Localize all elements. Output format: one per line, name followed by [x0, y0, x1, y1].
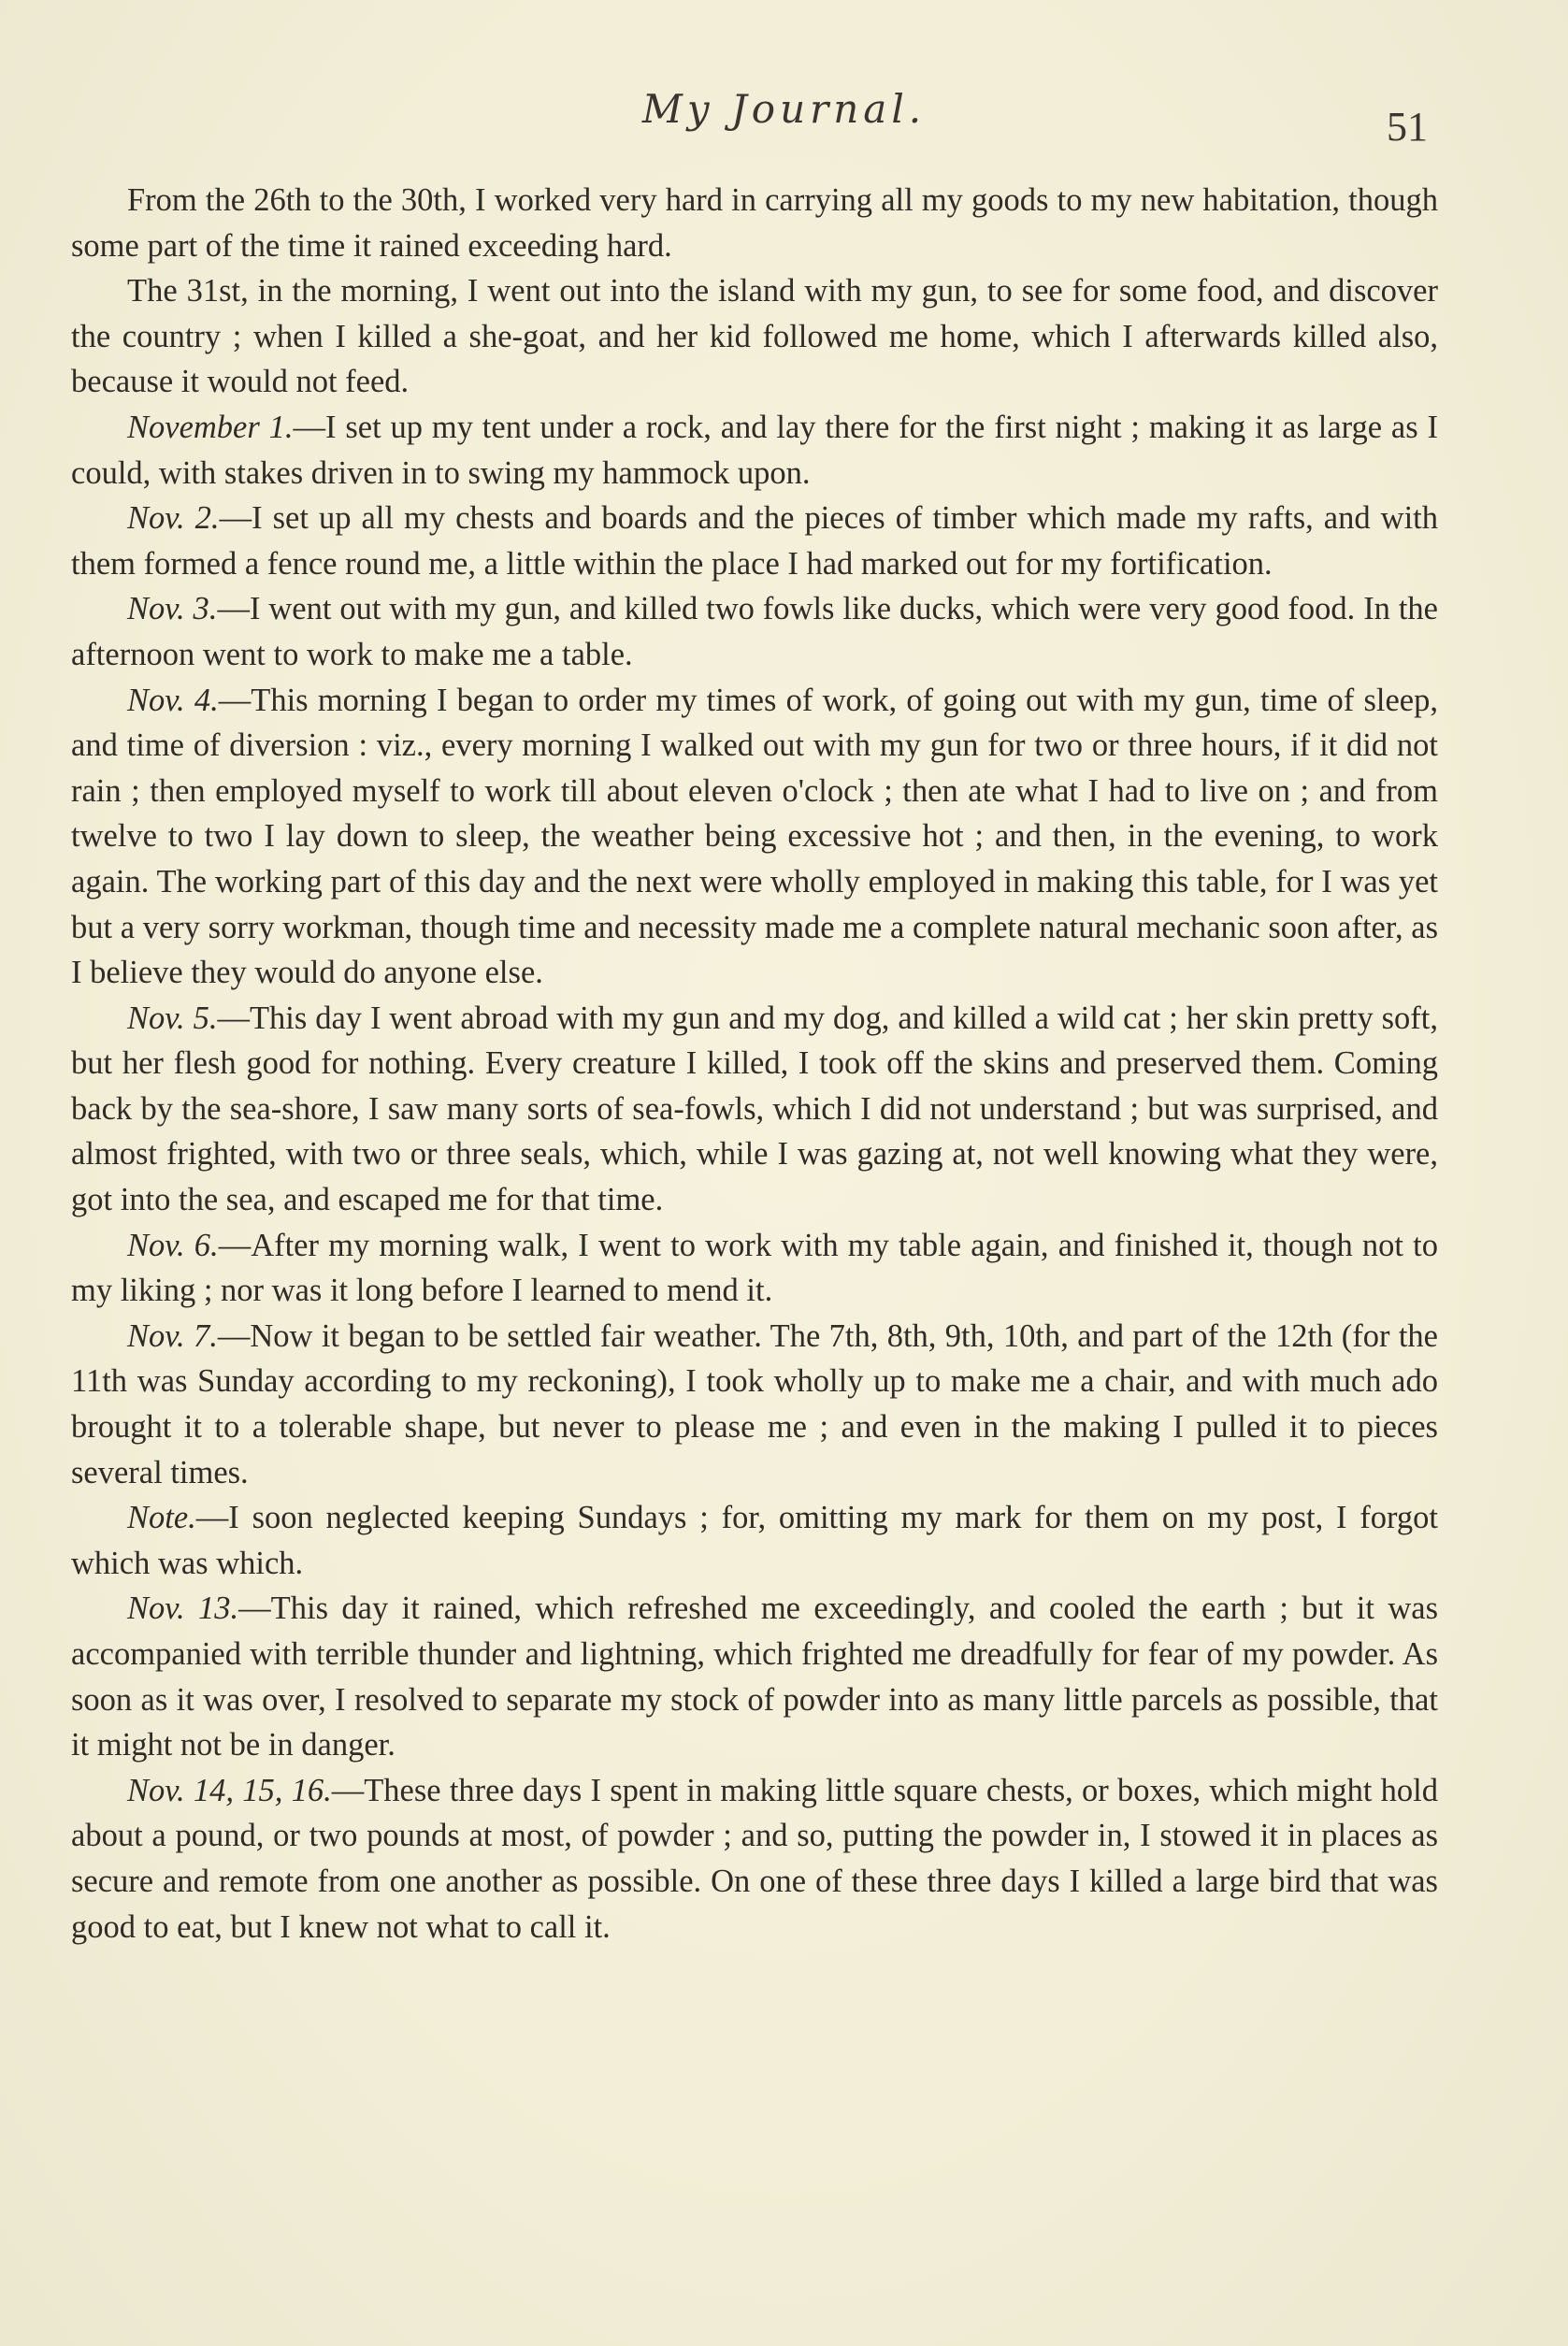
entry-text: —I went out with my gun, and killed two fowls like ducks, which were very good food. In the afternoon went to work to make me a table. — [71, 591, 1438, 672]
entry-text: —After my morning walk, I went to work with my table again, and finished it, though not to my liking ; nor was it long before I learned to mend it. — [71, 1227, 1439, 1309]
entry-date: Nov. 7. — [127, 1317, 218, 1354]
journal-entry — [71, 1495, 1438, 1586]
entry-date: November 1. — [127, 409, 294, 445]
entry-date: Note. — [127, 1500, 196, 1536]
journal-entry — [71, 496, 1438, 586]
journal-entry — [71, 586, 1438, 677]
journal-entry — [71, 678, 1438, 996]
paragraph — [71, 178, 1438, 268]
paragraph-text: From the 26th to the 30th, I worked very hard in carrying all my goods to my new habitation, though some part of the time it rained exceeding hard. — [71, 182, 1438, 264]
entry-date: Nov. 4. — [127, 682, 219, 718]
running-head — [0, 86, 1568, 150]
entry-text: —Now it began to be settled fair weather. The 7th, 8th, 9th, 10th, and part of the 12th (for the 11th was Sunday according to my reckoning), I took wholly up to make me a chair, and with much ado brought it to a tolerable shape, but never to please me ; and even in the making I pulled it to pieces several times. — [71, 1317, 1438, 1490]
entry-text: —I soon neglected keeping Sundays ; for, omitting my mark for them on my post, I forgot which was which. — [71, 1500, 1438, 1581]
journal-entry — [71, 996, 1438, 1223]
page-number: 51 — [1387, 104, 1428, 150]
journal-entry — [71, 405, 1438, 496]
entry-text: —I set up my tent under a rock, and lay there for the first night ; making it as large as I could, with stakes driven in to swing my hammock upon. — [71, 409, 1438, 491]
entry-date: Nov. 14, 15, 16. — [127, 1772, 332, 1808]
paragraph — [71, 268, 1438, 405]
journal-entry — [71, 1314, 1438, 1495]
entry-date: Nov. 13. — [127, 1590, 239, 1627]
entry-text: —This day I went abroad with my gun and my dog, and killed a wild cat ; her skin pretty soft, but her flesh good for nothing. Every creature I killed, I took off the skins and preserved them. Coming back by the sea-shore, I saw many sorts of sea-fowls, which I did not understand ; but was surprised, and almost frighted, with two or three seals, which, while I was gazing at, not well knowing what they were, got into the sea, and escaped me for that time. — [71, 1000, 1439, 1218]
entry-date: Nov. 5. — [127, 1000, 218, 1036]
entry-text: —This day it rained, which refreshed me exceedingly, and cooled the earth ; but it was accompanied with terrible thunder and lightning, which frighted me dreadfully for fear of my powder. As soon as it was over, I resolved to separate my stock of powder into as many little parcels as possible, that it might not be in danger. — [71, 1590, 1439, 1763]
entry-text: —I set up all my chests and boards and the pieces of timber which made my rafts, and with them formed a fence round me, a little within the place I had marked out for my fortification. — [71, 500, 1438, 582]
entry-date: Nov. 3. — [127, 591, 218, 627]
paragraph-text: The 31st, in the morning, I went out into the island with my gun, to see for some food, and discover the country ; when I killed a she-goat, and her kid followed me home, which I afterwards killed also, because it would not feed. — [71, 273, 1438, 400]
running-title: My Journal. — [641, 86, 927, 132]
entry-date: Nov. 2. — [127, 500, 220, 537]
journal-entry — [71, 1586, 1438, 1767]
journal-entry — [71, 1223, 1438, 1314]
entry-text: —This morning I began to order my times of work, of going out with my gun, time of sleep, and time of diversion : viz., every morning I walked out with my gun for two or three hours, if it did not rain ; then employed myself to work till about eleven o'clock ; then ate what I had to live on ; and from twelve to two I lay down to sleep, the weather being excessive hot ; and then, in the evening, to work again. The working part of this day and the next were wholly employed in making this table, for I was yet but a very sorry workman, though time and necessity made me a complete natural mechanic soon after, as I believe they would do anyone else. — [71, 682, 1438, 991]
entry-date: Nov. 6. — [127, 1227, 219, 1263]
journal-entry — [71, 1768, 1438, 1950]
entry-text: —These three days I spent in making little square chests, or boxes, which might hold about a pound, or two pounds at most, of powder ; and so, putting the powder in, I stowed it in places as secure and remote from one another as possible. On one of these three days I killed a large bird that was good to eat, but I knew not what to call it. — [71, 1772, 1438, 1945]
journal-text — [71, 178, 1438, 1950]
